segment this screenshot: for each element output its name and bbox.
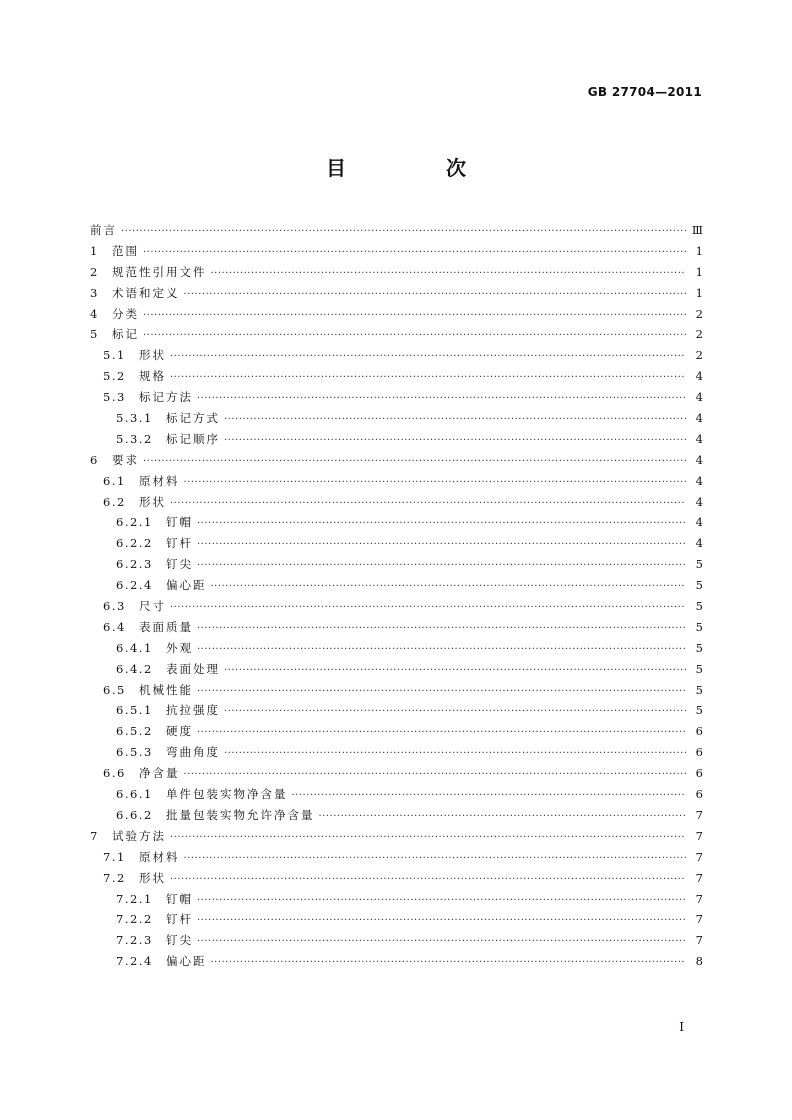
toc-entry-number: 5.3.1 (116, 411, 153, 426)
toc-entry-number: 6.2.1 (116, 515, 153, 530)
toc-entry[interactable] (90, 471, 703, 492)
toc-dot-leader (319, 807, 687, 828)
toc-dot-leader (143, 306, 686, 327)
toc-dot-leader (211, 577, 687, 598)
toc-entry[interactable] (90, 638, 703, 659)
toc-entry-title: 标记 (112, 327, 139, 342)
toc-entry[interactable] (90, 847, 703, 868)
toc-entry-number: 7.2.2 (116, 912, 153, 927)
toc-entry-page: 7 (695, 933, 703, 948)
toc-entry[interactable] (90, 930, 703, 951)
toc-entry[interactable] (90, 889, 703, 910)
toc-dot-leader (224, 702, 686, 723)
toc-entry-title: 钉尖 (166, 557, 193, 572)
toc-entry-number: 5.3.2 (116, 431, 153, 446)
toc-entry-number: 6.5.3 (116, 745, 153, 760)
toc-entry-title: 原材料 (139, 849, 180, 864)
toc-dot-leader (197, 932, 686, 953)
toc-entry-page: 7 (695, 807, 703, 822)
toc-entry-title: 偏心距 (166, 578, 207, 593)
toc-dot-leader (197, 556, 686, 577)
toc-entry[interactable] (90, 742, 703, 763)
toc-entry[interactable] (90, 575, 703, 596)
toc-entry[interactable] (90, 596, 703, 617)
toc-entry-page: 1 (695, 285, 703, 300)
toc-dot-leader (184, 285, 687, 306)
toc-entry-title: 单件包装实物净含量 (166, 787, 288, 802)
toc-entry-title: 钉帽 (166, 515, 193, 530)
toc-entry-number: 6.5.2 (116, 724, 153, 739)
toc-entry-number: 6.2.4 (116, 578, 153, 593)
toc-entry[interactable] (90, 763, 703, 784)
toc-dot-leader (197, 911, 686, 932)
toc-entry-title: 规范性引用文件 (112, 264, 207, 279)
toc-entry-number: 7.2.3 (116, 933, 153, 948)
toc-entry-title: 外观 (166, 640, 193, 655)
toc-entry-number: 7 (90, 828, 99, 843)
toc-entry-title: 机械性能 (139, 682, 193, 697)
toc-entry-page: 4 (695, 494, 703, 509)
toc-entry-page: 5 (695, 661, 703, 676)
toc-entry-number: 7.1 (103, 849, 126, 864)
toc-entry[interactable] (90, 784, 703, 805)
toc-entry-title: 范围 (112, 243, 139, 258)
toc-entry-page: 8 (695, 954, 703, 969)
toc-entry[interactable] (90, 492, 703, 513)
toc-entry-title: 标记顺序 (166, 431, 220, 446)
toc-entry-page: 4 (695, 452, 703, 467)
toc-entry-title: 钉杆 (166, 536, 193, 551)
toc-entry-title: 要求 (112, 452, 139, 467)
toc-entry-title: 形状 (139, 348, 166, 363)
toc-entry-number: 6.6 (103, 766, 126, 781)
toc-dot-leader (211, 264, 687, 285)
toc-entry[interactable] (90, 659, 703, 680)
toc-entry[interactable] (90, 220, 703, 241)
toc-entry[interactable] (90, 700, 703, 721)
toc-dot-leader (170, 494, 686, 515)
toc-entry-number: 6.6.2 (116, 807, 153, 822)
toc-entry[interactable] (90, 345, 703, 366)
toc-entry-page: 5 (695, 703, 703, 718)
toc-dot-leader (224, 431, 686, 452)
toc-entry-page: 6 (695, 766, 703, 781)
toc-entry-number: 6.3 (103, 599, 126, 614)
toc-entry-page: 4 (695, 536, 703, 551)
toc-entry-number: 6.6.1 (116, 787, 153, 802)
toc-entry-title: 表面质量 (139, 619, 193, 634)
toc-entry-page: 2 (695, 348, 703, 363)
toc-entry-page: 7 (695, 891, 703, 906)
toc-dot-leader (184, 849, 687, 870)
toc-dot-leader (170, 598, 686, 619)
toc-dot-leader (197, 389, 686, 410)
toc-entry[interactable] (90, 617, 703, 638)
toc-entry-title: 钉杆 (166, 912, 193, 927)
toc-entry-number: 6.5 (103, 682, 126, 697)
toc-entry-number: 1 (90, 243, 99, 258)
toc-entry-page: 5 (695, 599, 703, 614)
toc-entry-title: 前言 (90, 223, 117, 237)
toc-dot-leader (121, 222, 686, 243)
table-of-contents (90, 220, 703, 972)
toc-entry-number: 5 (90, 327, 99, 342)
toc-entry[interactable] (90, 554, 703, 575)
toc-dot-leader (143, 243, 686, 264)
toc-entry-number: 3 (90, 285, 99, 300)
toc-dot-leader (197, 619, 686, 640)
toc-entry-title: 形状 (139, 870, 166, 885)
toc-entry[interactable] (90, 680, 703, 701)
toc-entry-page: 4 (695, 369, 703, 384)
toc-entry-title: 批量包装实物允许净含量 (166, 807, 315, 822)
toc-dot-leader (197, 640, 686, 661)
toc-dot-leader (143, 326, 686, 347)
toc-entry-number: 7.2.1 (116, 891, 153, 906)
toc-entry-page: 6 (695, 724, 703, 739)
toc-dot-leader (170, 347, 686, 368)
toc-entry-number: 7.2.4 (116, 954, 153, 969)
standard-code: GB 27704—2011 (587, 85, 702, 99)
toc-entry[interactable] (90, 951, 703, 972)
toc-entry[interactable] (90, 533, 703, 554)
toc-dot-leader (170, 828, 686, 849)
toc-entry-page: 1 (695, 243, 703, 258)
toc-entry-page: 6 (695, 745, 703, 760)
toc-dot-leader (143, 452, 686, 473)
toc-entry[interactable] (90, 826, 703, 847)
toc-entry-page: 2 (695, 306, 703, 321)
toc-entry-title: 形状 (139, 494, 166, 509)
toc-entry-page: 4 (695, 515, 703, 530)
toc-entry-title: 试验方法 (112, 828, 166, 843)
toc-dot-leader (224, 661, 686, 682)
toc-entry[interactable] (90, 366, 703, 387)
toc-dot-leader (211, 953, 687, 974)
toc-dot-leader (197, 682, 686, 703)
toc-entry-page: 5 (695, 640, 703, 655)
toc-entry-number: 6.4.1 (116, 640, 153, 655)
page-title: 目 次 (326, 156, 506, 180)
toc-entry-number: 6.2.2 (116, 536, 153, 551)
toc-entry-number: 4 (90, 306, 99, 321)
toc-entry-page: Ⅲ (691, 223, 703, 237)
toc-entry-number: 6 (90, 452, 99, 467)
toc-dot-leader (292, 786, 687, 807)
toc-dot-leader (197, 514, 686, 535)
toc-entry-title: 分类 (112, 306, 139, 321)
toc-entry-title: 表面处理 (166, 661, 220, 676)
toc-entry[interactable] (90, 283, 703, 304)
toc-entry[interactable] (90, 241, 703, 262)
toc-entry-page: 4 (695, 411, 703, 426)
toc-entry-page: 5 (695, 578, 703, 593)
toc-entry-title: 标记方式 (166, 411, 220, 426)
toc-entry-title: 术语和定义 (112, 285, 180, 300)
toc-entry-title: 标记方法 (139, 390, 193, 405)
toc-entry[interactable] (90, 909, 703, 930)
toc-entry-page: 5 (695, 682, 703, 697)
toc-entry[interactable] (90, 408, 703, 429)
toc-entry-title: 偏心距 (166, 954, 207, 969)
toc-dot-leader (224, 744, 686, 765)
toc-dot-leader (184, 473, 687, 494)
toc-dot-leader (197, 891, 686, 912)
toc-entry-title: 尺寸 (139, 599, 166, 614)
toc-entry-page: 7 (695, 912, 703, 927)
toc-entry-page: 4 (695, 390, 703, 405)
toc-entry-number: 6.4 (103, 619, 126, 634)
toc-entry-page: 4 (695, 473, 703, 488)
toc-entry-number: 6.5.1 (116, 703, 153, 718)
toc-entry-title: 钉尖 (166, 933, 193, 948)
toc-dot-leader (197, 723, 686, 744)
toc-entry-number: 5.2 (103, 369, 126, 384)
toc-entry-number: 7.2 (103, 870, 126, 885)
toc-entry[interactable] (90, 512, 703, 533)
toc-entry-title: 抗拉强度 (166, 703, 220, 718)
toc-entry-title: 规格 (139, 369, 166, 384)
toc-entry-page: 7 (695, 870, 703, 885)
toc-dot-leader (170, 368, 686, 389)
toc-entry-number: 5.3 (103, 390, 126, 405)
toc-entry[interactable] (90, 450, 703, 471)
toc-entry[interactable] (90, 304, 703, 325)
toc-entry-page: 5 (695, 619, 703, 634)
toc-dot-leader (197, 535, 686, 556)
toc-entry-page: 5 (695, 557, 703, 572)
toc-entry-title: 弯曲角度 (166, 745, 220, 760)
toc-entry-page: 4 (695, 431, 703, 446)
toc-entry-title: 钉帽 (166, 891, 193, 906)
toc-entry-page: 7 (695, 828, 703, 843)
toc-entry-title: 原材料 (139, 473, 180, 488)
toc-entry[interactable] (90, 868, 703, 889)
toc-entry[interactable] (90, 387, 703, 408)
toc-entry-number: 6.1 (103, 473, 126, 488)
toc-entry[interactable] (90, 805, 703, 826)
toc-entry[interactable] (90, 429, 703, 450)
toc-entry-page: 2 (695, 327, 703, 342)
toc-entry-title: 净含量 (139, 766, 180, 781)
toc-dot-leader (170, 870, 686, 891)
toc-entry-number: 6.4.2 (116, 661, 153, 676)
toc-entry[interactable] (90, 721, 703, 742)
toc-entry-page: 6 (695, 787, 703, 802)
toc-entry-page: 7 (695, 849, 703, 864)
toc-entry-page: 1 (695, 264, 703, 279)
toc-entry-number: 2 (90, 264, 99, 279)
toc-dot-leader (224, 410, 686, 431)
page-number: I (679, 1020, 684, 1034)
toc-entry-number: 5.1 (103, 348, 126, 363)
toc-entry-number: 6.2 (103, 494, 126, 509)
toc-entry[interactable] (90, 262, 703, 283)
toc-dot-leader (184, 765, 687, 786)
toc-entry[interactable] (90, 324, 703, 345)
toc-entry-title: 硬度 (166, 724, 193, 739)
toc-entry-number: 6.2.3 (116, 557, 153, 572)
